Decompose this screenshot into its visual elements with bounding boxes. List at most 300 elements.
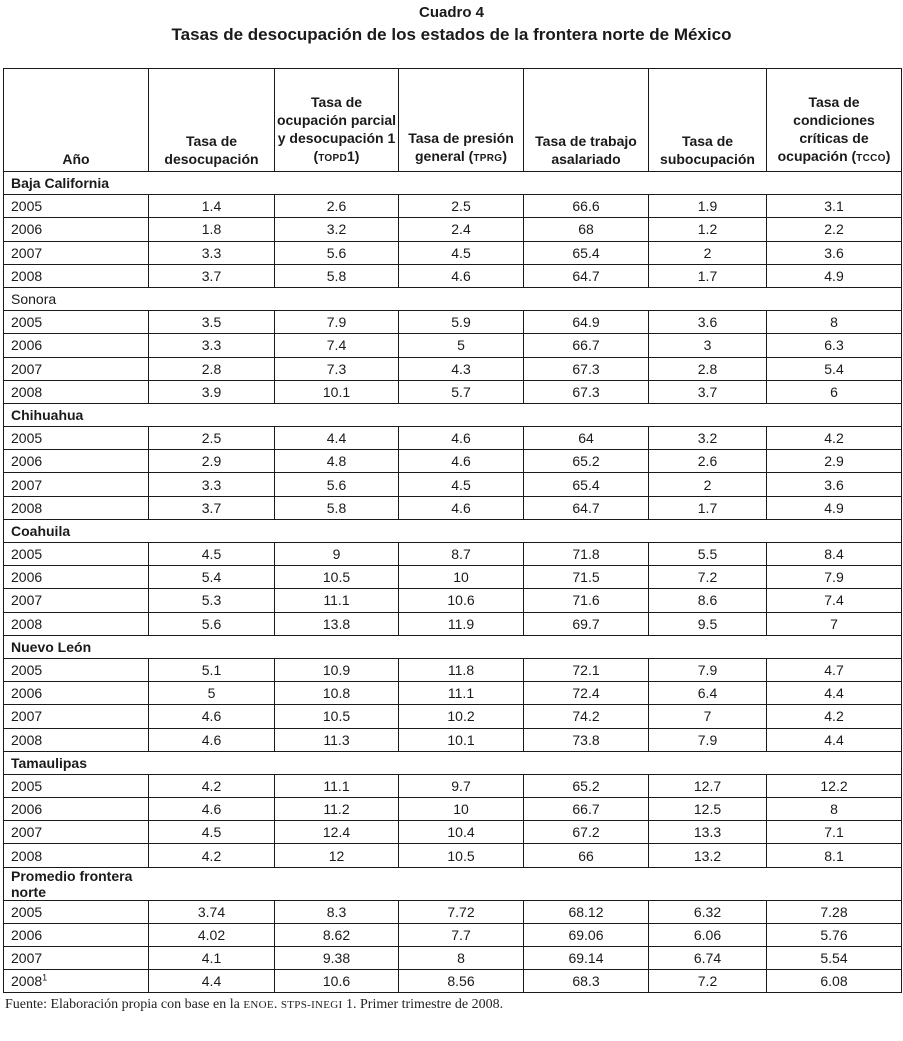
value-cell: 10.2 xyxy=(399,705,524,728)
header-tprg-abbr: TPRG xyxy=(473,153,503,164)
year-cell xyxy=(4,473,149,496)
group-spacer-cell xyxy=(649,287,767,310)
header-subocupacion: Tasa de subocupación xyxy=(649,69,767,172)
value-cell: 71.5 xyxy=(524,566,649,589)
value-cell: 3.2 xyxy=(649,427,767,450)
table-row xyxy=(4,589,902,612)
group-spacer-cell xyxy=(524,751,649,774)
value-cell: 10.9 xyxy=(275,658,399,681)
value-cell: 4.6 xyxy=(149,705,275,728)
year-text: 2008 xyxy=(11,267,43,284)
year-cell xyxy=(4,682,149,705)
value-cell: 65.2 xyxy=(524,774,649,797)
table-row xyxy=(4,241,902,264)
value-cell: 2 xyxy=(649,241,767,264)
group-label: Chihuahua xyxy=(4,403,149,426)
year-text: 2007 xyxy=(11,708,43,725)
value-cell: 1.4 xyxy=(149,195,275,218)
value-cell: 2.9 xyxy=(767,450,902,473)
value-cell: 7.7 xyxy=(399,923,524,946)
year-cell xyxy=(4,195,149,218)
table-row xyxy=(4,427,902,450)
value-cell: 3.7 xyxy=(149,496,275,519)
group-row xyxy=(4,172,902,195)
value-cell: 3.6 xyxy=(767,241,902,264)
value-cell: 12 xyxy=(275,844,399,867)
value-cell: 4.9 xyxy=(767,496,902,519)
year-text: 2005 xyxy=(11,662,43,679)
value-cell: 10.5 xyxy=(275,705,399,728)
year-text: 2008 xyxy=(11,615,43,632)
value-cell: 8.56 xyxy=(399,970,524,993)
table-body xyxy=(4,172,902,993)
year-cell xyxy=(4,821,149,844)
table-row xyxy=(4,947,902,970)
year-text: 2007 xyxy=(11,244,43,261)
value-cell: 7.9 xyxy=(649,658,767,681)
value-cell: 65.4 xyxy=(524,241,649,264)
year-text: 2005 xyxy=(11,777,43,794)
year-text: 2005 xyxy=(11,198,43,215)
value-cell: 7.72 xyxy=(399,900,524,923)
value-cell: 4.6 xyxy=(149,728,275,751)
group-label: Coahuila xyxy=(4,519,149,542)
value-cell: 71.8 xyxy=(524,543,649,566)
source-enoe: ENOE xyxy=(243,999,274,1011)
value-cell: 3.9 xyxy=(149,380,275,403)
value-cell: 5.3 xyxy=(149,589,275,612)
year-text: 2007 xyxy=(11,360,43,377)
year-cell xyxy=(4,658,149,681)
value-cell: 66 xyxy=(524,844,649,867)
value-cell: 11.2 xyxy=(275,798,399,821)
value-cell: 67.3 xyxy=(524,357,649,380)
group-spacer-cell xyxy=(649,172,767,195)
value-cell: 5.4 xyxy=(767,357,902,380)
value-cell: 8.3 xyxy=(275,900,399,923)
value-cell: 7.9 xyxy=(649,728,767,751)
value-cell: 1.2 xyxy=(649,218,767,241)
value-cell: 67.2 xyxy=(524,821,649,844)
year-cell xyxy=(4,357,149,380)
value-cell: 6 xyxy=(767,380,902,403)
value-cell: 5.54 xyxy=(767,947,902,970)
value-cell: 11.1 xyxy=(275,774,399,797)
group-spacer-cell xyxy=(149,519,275,542)
value-cell: 4.1 xyxy=(149,947,275,970)
table-row xyxy=(4,473,902,496)
value-cell: 13.3 xyxy=(649,821,767,844)
year-cell xyxy=(4,311,149,334)
header-tcco xyxy=(767,69,902,172)
year-text: 2008 xyxy=(11,847,43,864)
value-cell: 6.08 xyxy=(767,970,902,993)
value-cell: 11.9 xyxy=(399,612,524,635)
group-spacer-cell xyxy=(767,635,902,658)
value-cell: 7.4 xyxy=(767,589,902,612)
table-row xyxy=(4,195,902,218)
value-cell: 4.2 xyxy=(149,844,275,867)
group-spacer-cell xyxy=(524,519,649,542)
value-cell: 68.3 xyxy=(524,970,649,993)
value-cell: 3.7 xyxy=(149,264,275,287)
group-spacer-cell xyxy=(399,403,524,426)
value-cell: 10.6 xyxy=(399,589,524,612)
value-cell: 7.28 xyxy=(767,900,902,923)
group-spacer-cell xyxy=(767,867,902,900)
footnote-marker: 1 xyxy=(42,972,48,983)
value-cell: 10.4 xyxy=(399,821,524,844)
value-cell: 4.5 xyxy=(149,821,275,844)
header-topd xyxy=(275,69,399,172)
table-row xyxy=(4,218,902,241)
header-row xyxy=(4,69,902,172)
value-cell: 3.74 xyxy=(149,900,275,923)
value-cell: 13.8 xyxy=(275,612,399,635)
year-text: 2005 xyxy=(11,314,43,331)
year-cell xyxy=(4,566,149,589)
year-text: 2007 xyxy=(11,476,43,493)
table-row xyxy=(4,543,902,566)
value-cell: 5.5 xyxy=(649,543,767,566)
table-row xyxy=(4,496,902,519)
value-cell: 3.3 xyxy=(149,334,275,357)
group-spacer-cell xyxy=(524,287,649,310)
value-cell: 7.9 xyxy=(275,311,399,334)
value-cell: 12.5 xyxy=(649,798,767,821)
header-topd-suffix: 1) xyxy=(347,148,360,164)
group-spacer-cell xyxy=(649,519,767,542)
value-cell: 3.7 xyxy=(649,380,767,403)
year-cell xyxy=(4,728,149,751)
value-cell: 72.4 xyxy=(524,682,649,705)
table-row xyxy=(4,334,902,357)
value-cell: 5.4 xyxy=(149,566,275,589)
value-cell: 4.3 xyxy=(399,357,524,380)
value-cell: 4.6 xyxy=(399,496,524,519)
value-cell: 3 xyxy=(649,334,767,357)
unemployment-table xyxy=(3,68,902,993)
source-stps: STPS-INEGI xyxy=(280,999,343,1011)
group-spacer-cell xyxy=(275,751,399,774)
value-cell: 12.2 xyxy=(767,774,902,797)
value-cell: 6.3 xyxy=(767,334,902,357)
value-cell: 10.1 xyxy=(399,728,524,751)
year-text: 2008 xyxy=(11,383,43,400)
group-spacer-cell xyxy=(275,867,399,900)
value-cell: 1.8 xyxy=(149,218,275,241)
header-year: Año xyxy=(4,69,149,172)
value-cell: 4.2 xyxy=(767,427,902,450)
value-cell: 7.9 xyxy=(767,566,902,589)
value-cell: 11.1 xyxy=(275,589,399,612)
group-spacer-cell xyxy=(649,635,767,658)
group-spacer-cell xyxy=(399,287,524,310)
table-row xyxy=(4,658,902,681)
table-row xyxy=(4,728,902,751)
value-cell: 1.9 xyxy=(649,195,767,218)
value-cell: 2.8 xyxy=(149,357,275,380)
value-cell: 73.8 xyxy=(524,728,649,751)
table-row xyxy=(4,612,902,635)
value-cell: 1.7 xyxy=(649,496,767,519)
table-row xyxy=(4,970,902,993)
table-row xyxy=(4,844,902,867)
value-cell: 2.4 xyxy=(399,218,524,241)
table-row xyxy=(4,357,902,380)
header-tcco-label: Tasa de condiciones críticas de ocupación ( xyxy=(777,94,875,164)
year-text: 2006 xyxy=(11,926,43,943)
group-spacer-cell xyxy=(275,519,399,542)
value-cell: 13.2 xyxy=(649,844,767,867)
value-cell: 5.6 xyxy=(275,241,399,264)
value-cell: 8.1 xyxy=(767,844,902,867)
value-cell: 10.1 xyxy=(275,380,399,403)
group-label: Tamaulipas xyxy=(4,751,149,774)
value-cell: 65.4 xyxy=(524,473,649,496)
year-cell xyxy=(4,612,149,635)
table-row xyxy=(4,380,902,403)
value-cell: 7 xyxy=(649,705,767,728)
value-cell: 3.6 xyxy=(649,311,767,334)
group-label: Sonora xyxy=(4,287,149,310)
header-tprg-suffix: ) xyxy=(502,148,507,164)
group-row xyxy=(4,751,902,774)
table-row xyxy=(4,821,902,844)
group-spacer-cell xyxy=(149,287,275,310)
value-cell: 4.5 xyxy=(149,543,275,566)
value-cell: 2.6 xyxy=(649,450,767,473)
group-label: Promedio frontera norte xyxy=(4,867,149,900)
table-row xyxy=(4,774,902,797)
table-row xyxy=(4,900,902,923)
value-cell: 9.38 xyxy=(275,947,399,970)
header-desocupacion: Tasa de desocupación xyxy=(149,69,275,172)
group-label: Nuevo León xyxy=(4,635,149,658)
header-tprg-label: Tasa de presión general ( xyxy=(408,130,514,164)
value-cell: 2.8 xyxy=(649,357,767,380)
header-asalariado: Tasa de trabajo asalariado xyxy=(524,69,649,172)
value-cell: 64 xyxy=(524,427,649,450)
value-cell: 2.5 xyxy=(399,195,524,218)
table-row xyxy=(4,264,902,287)
value-cell: 2.5 xyxy=(149,427,275,450)
year-cell xyxy=(4,774,149,797)
year-cell xyxy=(4,264,149,287)
table-row xyxy=(4,566,902,589)
value-cell: 2.6 xyxy=(275,195,399,218)
year-cell xyxy=(4,798,149,821)
value-cell: 11.3 xyxy=(275,728,399,751)
value-cell: 4.4 xyxy=(275,427,399,450)
value-cell: 8.62 xyxy=(275,923,399,946)
value-cell: 7.2 xyxy=(649,970,767,993)
year-cell xyxy=(4,705,149,728)
value-cell: 10 xyxy=(399,798,524,821)
header-topd-abbr: TOPD xyxy=(318,153,348,164)
year-text: 2008 xyxy=(11,731,43,748)
value-cell: 7.3 xyxy=(275,357,399,380)
year-text: 2007 xyxy=(11,592,43,609)
value-cell: 3.1 xyxy=(767,195,902,218)
group-spacer-cell xyxy=(649,751,767,774)
group-spacer-cell xyxy=(149,751,275,774)
value-cell: 5.8 xyxy=(275,496,399,519)
group-spacer-cell xyxy=(767,172,902,195)
value-cell: 4.4 xyxy=(767,728,902,751)
value-cell: 64.7 xyxy=(524,264,649,287)
value-cell: 6.06 xyxy=(649,923,767,946)
year-cell xyxy=(4,947,149,970)
value-cell: 6.32 xyxy=(649,900,767,923)
year-cell xyxy=(4,496,149,519)
year-cell xyxy=(4,923,149,946)
value-cell: 2 xyxy=(649,473,767,496)
year-text: 2005 xyxy=(11,546,43,563)
table-row xyxy=(4,682,902,705)
year-cell xyxy=(4,334,149,357)
group-row xyxy=(4,635,902,658)
value-cell: 68 xyxy=(524,218,649,241)
value-cell: 5.76 xyxy=(767,923,902,946)
group-spacer-cell xyxy=(149,403,275,426)
value-cell: 4.8 xyxy=(275,450,399,473)
value-cell: 6.4 xyxy=(649,682,767,705)
year-text: 2008 xyxy=(11,499,43,516)
value-cell: 5 xyxy=(149,682,275,705)
year-text: 2007 xyxy=(11,824,43,841)
value-cell: 11.8 xyxy=(399,658,524,681)
header-tprg xyxy=(399,69,524,172)
source-mid: . xyxy=(273,997,281,1012)
value-cell: 5.6 xyxy=(275,473,399,496)
year-cell xyxy=(4,543,149,566)
source-suffix: 1. Primer trimestre de 2008. xyxy=(342,997,504,1012)
table-row xyxy=(4,798,902,821)
year-text: 2006 xyxy=(11,801,43,818)
group-spacer-cell xyxy=(524,635,649,658)
value-cell: 69.06 xyxy=(524,923,649,946)
value-cell: 4.2 xyxy=(149,774,275,797)
value-cell: 8.6 xyxy=(649,589,767,612)
value-cell: 8 xyxy=(767,798,902,821)
value-cell: 66.6 xyxy=(524,195,649,218)
table-title: Tasas de desocupación de los estados de la frontera norte de México xyxy=(171,25,732,44)
group-row xyxy=(4,403,902,426)
value-cell: 8.7 xyxy=(399,543,524,566)
value-cell: 4.6 xyxy=(399,264,524,287)
year-cell xyxy=(4,450,149,473)
value-cell: 2.2 xyxy=(767,218,902,241)
value-cell: 8.4 xyxy=(767,543,902,566)
year-cell xyxy=(4,241,149,264)
value-cell: 66.7 xyxy=(524,334,649,357)
year-cell xyxy=(4,970,149,993)
value-cell: 9 xyxy=(275,543,399,566)
group-spacer-cell xyxy=(399,519,524,542)
value-cell: 6.74 xyxy=(649,947,767,970)
year-text: 2007 xyxy=(11,950,43,967)
year-text: 2006 xyxy=(11,221,43,238)
value-cell: 71.6 xyxy=(524,589,649,612)
group-spacer-cell xyxy=(399,867,524,900)
value-cell: 4.4 xyxy=(767,682,902,705)
value-cell: 4.6 xyxy=(399,427,524,450)
group-spacer-cell xyxy=(149,635,275,658)
value-cell: 4.2 xyxy=(767,705,902,728)
group-spacer-cell xyxy=(275,635,399,658)
group-spacer-cell xyxy=(399,172,524,195)
value-cell: 7.2 xyxy=(649,566,767,589)
table-row xyxy=(4,923,902,946)
value-cell: 3.3 xyxy=(149,473,275,496)
year-cell xyxy=(4,427,149,450)
value-cell: 5.8 xyxy=(275,264,399,287)
value-cell: 9.5 xyxy=(649,612,767,635)
value-cell: 7.4 xyxy=(275,334,399,357)
value-cell: 12.7 xyxy=(649,774,767,797)
group-spacer-cell xyxy=(524,172,649,195)
source-note xyxy=(5,997,503,1013)
group-spacer-cell xyxy=(649,867,767,900)
group-row xyxy=(4,287,902,310)
value-cell: 5.7 xyxy=(399,380,524,403)
value-cell: 11.1 xyxy=(399,682,524,705)
group-spacer-cell xyxy=(524,403,649,426)
value-cell: 3.2 xyxy=(275,218,399,241)
value-cell: 5 xyxy=(399,334,524,357)
value-cell: 3.3 xyxy=(149,241,275,264)
year-cell xyxy=(4,380,149,403)
group-spacer-cell xyxy=(149,172,275,195)
year-text: 2006 xyxy=(11,337,43,354)
table-row xyxy=(4,705,902,728)
value-cell: 67.3 xyxy=(524,380,649,403)
year-text: 2006 xyxy=(11,569,43,586)
year-text: 2006 xyxy=(11,453,43,470)
value-cell: 1.7 xyxy=(649,264,767,287)
group-spacer-cell xyxy=(399,751,524,774)
group-spacer-cell xyxy=(767,751,902,774)
group-spacer-cell xyxy=(275,403,399,426)
value-cell: 64.9 xyxy=(524,311,649,334)
value-cell: 4.4 xyxy=(149,970,275,993)
group-spacer-cell xyxy=(767,403,902,426)
value-cell: 10.8 xyxy=(275,682,399,705)
value-cell: 69.14 xyxy=(524,947,649,970)
value-cell: 4.7 xyxy=(767,658,902,681)
value-cell: 4.9 xyxy=(767,264,902,287)
value-cell: 10.6 xyxy=(275,970,399,993)
value-cell: 7 xyxy=(767,612,902,635)
value-cell: 66.7 xyxy=(524,798,649,821)
header-tcco-abbr: TCCO xyxy=(856,153,886,164)
year-text: 2005 xyxy=(11,903,43,920)
year-cell xyxy=(4,218,149,241)
group-spacer-cell xyxy=(275,287,399,310)
group-spacer-cell xyxy=(149,867,275,900)
value-cell: 4.5 xyxy=(399,241,524,264)
group-spacer-cell xyxy=(524,867,649,900)
value-cell: 64.7 xyxy=(524,496,649,519)
year-text: 2006 xyxy=(11,685,43,702)
group-row xyxy=(4,867,902,900)
value-cell: 65.2 xyxy=(524,450,649,473)
value-cell: 9.7 xyxy=(399,774,524,797)
source-prefix: Fuente: Elaboración propia con base en la xyxy=(5,997,244,1012)
value-cell: 10.5 xyxy=(275,566,399,589)
group-spacer-cell xyxy=(649,403,767,426)
